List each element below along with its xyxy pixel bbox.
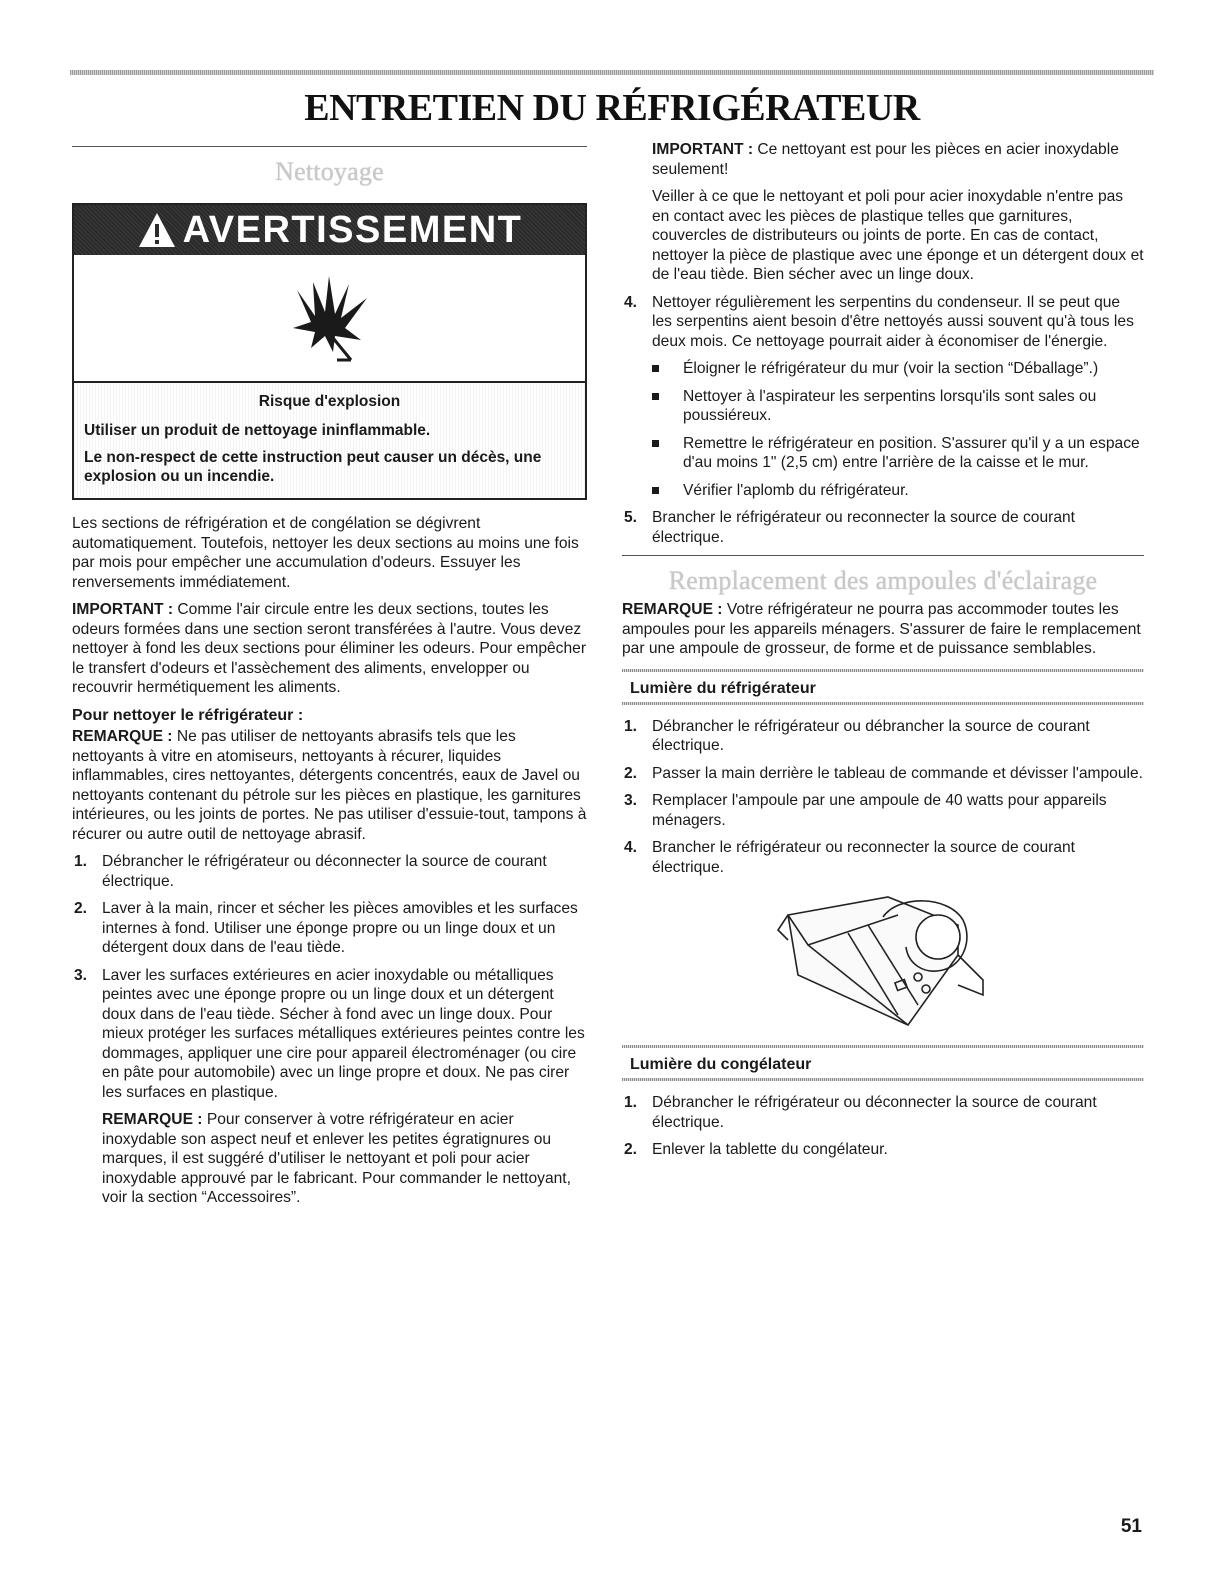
step-number: 3.	[74, 966, 88, 984]
warning-header	[74, 205, 585, 255]
section-title-cleaning: Nettoyage	[275, 157, 384, 186]
step-text: Passer la main derrière le tableau de commande et dévisser l'ampoule.	[652, 764, 1143, 782]
step-number: 2.	[624, 764, 638, 782]
page-number: 51	[1120, 1516, 1142, 1537]
step-number: 5.	[624, 509, 638, 526]
dotted-rule	[622, 702, 1144, 705]
note-text: Ne pas utiliser de nettoyants abrasifs tels que les nettoyants à vitre en atomiseurs, nettoyants à récurer, liquides inflammables, cires nettoyantes, détergents concentrés, eaux de Javel ou nettoyants contenant du pétrole sur les pièces en plastique, les garnitures intérieures, ou les joints de portes. Ne pas utiliser d'essuie-tout, tampons à récurer ou autre outil de nettoyage abrasif.	[72, 728, 587, 843]
note-label: REMARQUE :	[72, 728, 173, 745]
note-text: Pour conserver à votre réfrigérateur en acier inoxydable son aspect neuf et enlever les petites égratignures ou marques, il est suggéré d'utiliser le nettoyant et poli pour acier inoxydable approuvé par le fabricant. Pour commander le nettoyant, voir la section “Accessoires”.	[102, 1111, 571, 1206]
bullet-square	[652, 393, 659, 400]
list-item	[622, 293, 1144, 352]
list-item	[622, 764, 1144, 784]
cleaning-steps-continued	[622, 293, 1144, 352]
bullet-text: Nettoyer à l'aspirateur les serpentins lorsqu'ils sont sales ou poussiéreux.	[683, 387, 1097, 424]
important2-paragraph	[622, 140, 1144, 179]
step-text: Débrancher le réfrigérateur ou déconnecter la source de courant électrique.	[652, 1094, 1097, 1131]
step-number: 2.	[624, 1141, 638, 1158]
warning-risk: Risque d'explosion	[258, 393, 401, 410]
step-text: Enlever la tablette du congélateur.	[652, 1141, 888, 1158]
light-housing-icon	[758, 885, 1008, 1035]
step-number: 1.	[624, 717, 638, 735]
bullet-square	[652, 440, 659, 447]
warning-icon-area	[74, 255, 585, 383]
fridge-light-heading: Lumière du réfrigérateur	[630, 679, 816, 697]
note-text: Votre réfrigérateur ne pourra pas accommoder toutes les ampoules pour les appareils ménagers. S'assurer de faire le remplacement par une ampoule de grosseur, de forme et de puissance semblables.	[622, 601, 1141, 657]
warning-text-area	[74, 383, 585, 498]
list-item	[622, 838, 1144, 877]
bullet-text: Vérifier l'aplomb du réfrigérateur.	[683, 481, 909, 499]
important-label: IMPORTANT :	[652, 141, 754, 158]
list-item	[72, 899, 587, 958]
warning-line-1: Utiliser un produit de nettoyage ininflammable.	[84, 422, 431, 439]
list-item	[652, 434, 1144, 473]
important-label: IMPORTANT :	[72, 601, 174, 618]
warning-label: AVERTISSEMENT	[182, 208, 523, 251]
freezer-light-steps	[622, 1093, 1144, 1160]
freezer-light-heading: Lumière du congélateur	[630, 1056, 812, 1073]
list-item	[72, 966, 587, 1103]
dotted-rule	[622, 669, 1144, 672]
list-item	[652, 387, 1144, 426]
step-number: 4.	[624, 839, 638, 856]
step-number: 1.	[624, 1094, 638, 1111]
step-text: Débrancher le réfrigérateur ou déconnecter la source de courant électrique.	[102, 853, 547, 890]
explosion-icon	[275, 268, 385, 368]
bullet-text: Éloigner le réfrigérateur du mur (voir la section “Déballage”.)	[683, 360, 1099, 377]
top-rule	[70, 70, 1154, 75]
page-title: ENTRETIEN DU RÉFRIGÉRATEUR	[304, 87, 920, 129]
list-item	[622, 508, 1144, 547]
step-text: Nettoyer régulièrement les serpentins du condenseur. Il se peut que les serpentins aient besoin d'être nettoyés aussi souvent qu'à tous les deux mois. Ce nettoyage pourrait aider à économiser de l'énergie.	[652, 293, 1134, 350]
bullet-square	[652, 365, 659, 372]
cleaning-intro: Les sections de réfrigération et de congélation se dégivrent automatiquement. Toutefois, nettoyer les deux sections au moins une fois par mois pour empêcher une accumulation d'odeurs. Essuyer les renversements immédiatement.	[72, 515, 579, 591]
step4-bullets	[622, 359, 1144, 500]
right-column	[622, 140, 1144, 1168]
warning-box	[72, 203, 587, 500]
list-item	[622, 1140, 1144, 1160]
step-number: 1.	[74, 853, 88, 870]
dotted-rule	[622, 1045, 1144, 1048]
plastic-note: Veiller à ce que le nettoyant et poli pour acier inoxydable n'entre pas en contact avec les pièces de plastique telles que garnitures, couvercles de distributeurs ou joints de porte. En cas de contact, nettoyer la pièce de plastique avec une éponge et un détergent doux et de l'eau tiède. Bien sécher avec un linge doux.	[652, 188, 1144, 283]
step-text: Brancher le réfrigérateur ou reconnecter la source de courant électrique.	[652, 509, 1075, 546]
section-rule	[622, 555, 1144, 556]
step-text: Remplacer l'ampoule par une ampoule de 40 watts pour appareils ménagers.	[652, 792, 1107, 829]
important-paragraph	[72, 600, 587, 698]
dotted-rule	[622, 1078, 1144, 1081]
cleaning-subheading: Pour nettoyer le réfrigérateur :	[72, 706, 304, 724]
bullet-square	[652, 487, 659, 494]
step-number: 3.	[624, 792, 638, 809]
fridge-light-steps	[622, 717, 1144, 878]
left-column	[72, 140, 587, 1216]
important-text: Ce nettoyant est pour les pièces en acier inoxydable seulement!	[652, 141, 1119, 178]
list-item	[72, 852, 587, 891]
bulbs-note	[622, 600, 1144, 659]
step-text: Brancher le réfrigérateur ou reconnecter la source de courant électrique.	[652, 839, 1075, 876]
cleaning-steps-final	[622, 508, 1144, 547]
list-item	[652, 359, 1144, 379]
step-text: Laver les surfaces extérieures en acier inoxydable ou métalliques peintes avec une éponge propre ou un linge doux et un détergent doux dans de l'eau tiède. Sécher à fond avec un linge doux. Pour mieux protéger les surfaces métalliques extérieures peintes contre les dommages, appliquer une cire pour appareil électroménager (ou cire en pâte pour automobile) avec un linge propre et doux. Ne pas cirer les surfaces en plastique.	[102, 966, 585, 1101]
cleaning-note	[72, 727, 587, 844]
bullet-text: Remettre le réfrigérateur en position. S'assurer qu'il y a un espace d'au moins 1" (2,5 cm) entre l'arrière de la caisse et le mur.	[683, 434, 1140, 471]
warning-triangle-icon	[137, 211, 177, 249]
note-label: REMARQUE :	[622, 601, 723, 618]
cleaning-steps	[72, 852, 587, 1102]
step-number: 4.	[624, 293, 638, 311]
light-housing-illustration	[622, 885, 1144, 1035]
list-item	[652, 481, 1144, 501]
note-label: REMARQUE :	[102, 1111, 203, 1128]
section-title-bulbs: Remplacement des ampoules d'éclairage	[668, 566, 1098, 595]
list-item	[622, 791, 1144, 830]
step-text: Laver à la main, rincer et sécher les pièces amovibles et les surfaces internes à fond. Utiliser une éponge propre ou un linge doux et un détergent doux dans de l'eau tiède.	[102, 900, 578, 956]
important-text: Comme l'air circule entre les deux sections, toutes les odeurs formées dans une section seront transférées à l'autre. Vous devez nettoyer à fond les deux sections pour éliminer les odeurs. Pour empêcher le transfert d'odeurs et l'assèchement des aliments, envelopper ou recouvrir hermétiquement les aliments.	[72, 601, 587, 696]
section-rule	[72, 146, 587, 147]
warning-line-2: Le non-respect de cette instruction peut causer un décès, une explosion ou un incendie.	[84, 449, 542, 485]
step3-note	[72, 1110, 587, 1208]
list-item	[622, 717, 1144, 756]
list-item	[622, 1093, 1144, 1132]
step-number: 2.	[74, 900, 88, 917]
step-text: Débrancher le réfrigérateur ou débrancher la source de courant électrique.	[652, 717, 1090, 754]
